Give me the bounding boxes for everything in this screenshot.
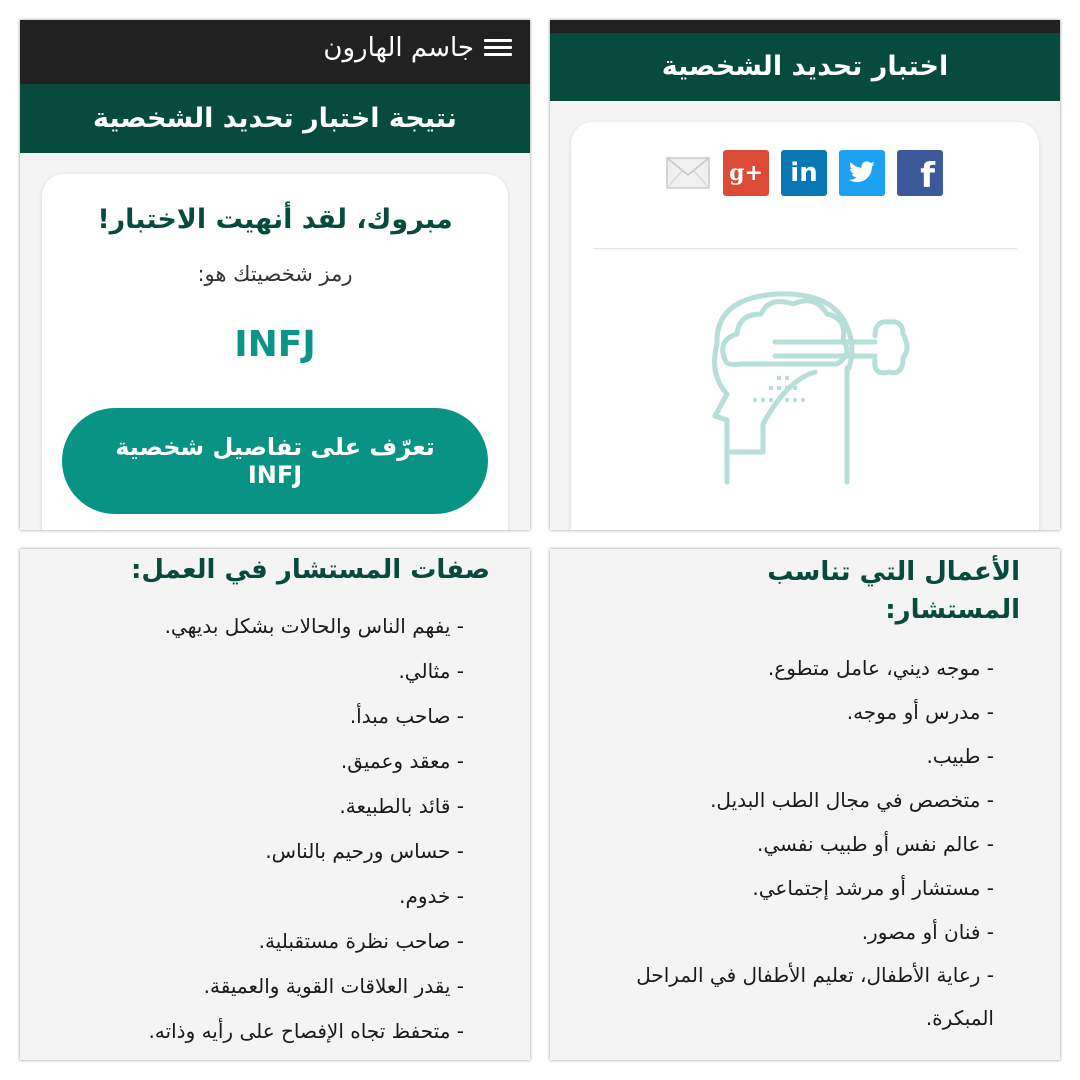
list-item: - صاحب نظرة مستقبلية.	[258, 929, 464, 953]
twitter-icon	[848, 161, 876, 185]
list-item: - قائد بالطبيعة.	[339, 794, 464, 818]
personality-code-label: رمز شخصيتك هو:	[197, 262, 353, 286]
result-card	[42, 174, 508, 530]
list-item: - يفهم الناس والحالات بشكل بديهي.	[164, 614, 464, 638]
facebook-icon: f	[920, 156, 935, 196]
list-item: - طبيب.	[926, 744, 994, 768]
linkedin-icon: in	[790, 158, 818, 188]
page-title: نتيجة اختبار تحديد الشخصية	[20, 84, 530, 153]
list-item: - متخصص في مجال الطب البديل.	[710, 788, 994, 812]
twitter-share-button[interactable]	[839, 150, 885, 196]
traits-list	[148, 612, 464, 1060]
test-screen	[550, 20, 1060, 530]
list-item: - خدوم.	[399, 884, 464, 908]
list-item: - مدرس أو موجه.	[846, 700, 994, 724]
careers-heading: الأعمال التي تناسب المستشار:	[767, 557, 1020, 625]
head-thinking-illustration	[697, 284, 917, 494]
list-item: - رعاية الأطفال، تعليم الأطفال في المراحل المبكرة.	[636, 963, 994, 1030]
list-item: - صاحب مبدأ.	[349, 704, 464, 728]
list-item: - معقد وعميق.	[340, 749, 464, 773]
share-buttons	[665, 150, 943, 196]
traits-screen	[20, 549, 530, 1060]
congrats-heading: مبروك، لقد أنهيت الاختبار!	[97, 204, 453, 235]
careers-screen	[550, 549, 1060, 1060]
user-name: جاسم الهارون	[323, 33, 474, 63]
email-share-button[interactable]	[665, 150, 711, 196]
hamburger-menu-icon[interactable]	[484, 35, 512, 63]
envelope-icon	[666, 157, 710, 189]
list-item: - موجه ديني، عامل متطوع.	[767, 656, 994, 680]
result-screen	[20, 20, 530, 530]
divider	[593, 248, 1017, 249]
list-item: - متحفظ تجاه الإفصاح على رأيه وذاته.	[148, 1019, 464, 1043]
traits-heading: صفات المستشار في العمل:	[131, 555, 490, 585]
list-item: - مستشار أو مرشد إجتماعي.	[752, 876, 994, 900]
page-title: اختبار تحديد الشخصية	[550, 33, 1060, 101]
personality-code: INFJ	[234, 324, 316, 365]
list-item: - حساس ورحيم بالناس.	[265, 839, 464, 863]
list-item: - مثالي.	[398, 659, 464, 683]
app-header	[550, 20, 1060, 33]
facebook-share-button[interactable]	[897, 150, 943, 196]
app-header	[20, 20, 530, 84]
list-item: - فنان أو مصور.	[861, 920, 994, 944]
list-item: - يقدر العلاقات القوية والعميقة.	[203, 974, 464, 998]
careers-list	[594, 646, 994, 1040]
test-card	[571, 122, 1039, 530]
list-item: - عالم نفس أو طبيب نفسي.	[756, 832, 994, 856]
personality-details-button[interactable]: تعرّف على تفاصيل شخصية INFJ	[62, 408, 488, 514]
googleplus-share-button[interactable]	[723, 150, 769, 196]
linkedin-share-button[interactable]	[781, 150, 827, 196]
googleplus-icon: g+	[729, 160, 763, 186]
